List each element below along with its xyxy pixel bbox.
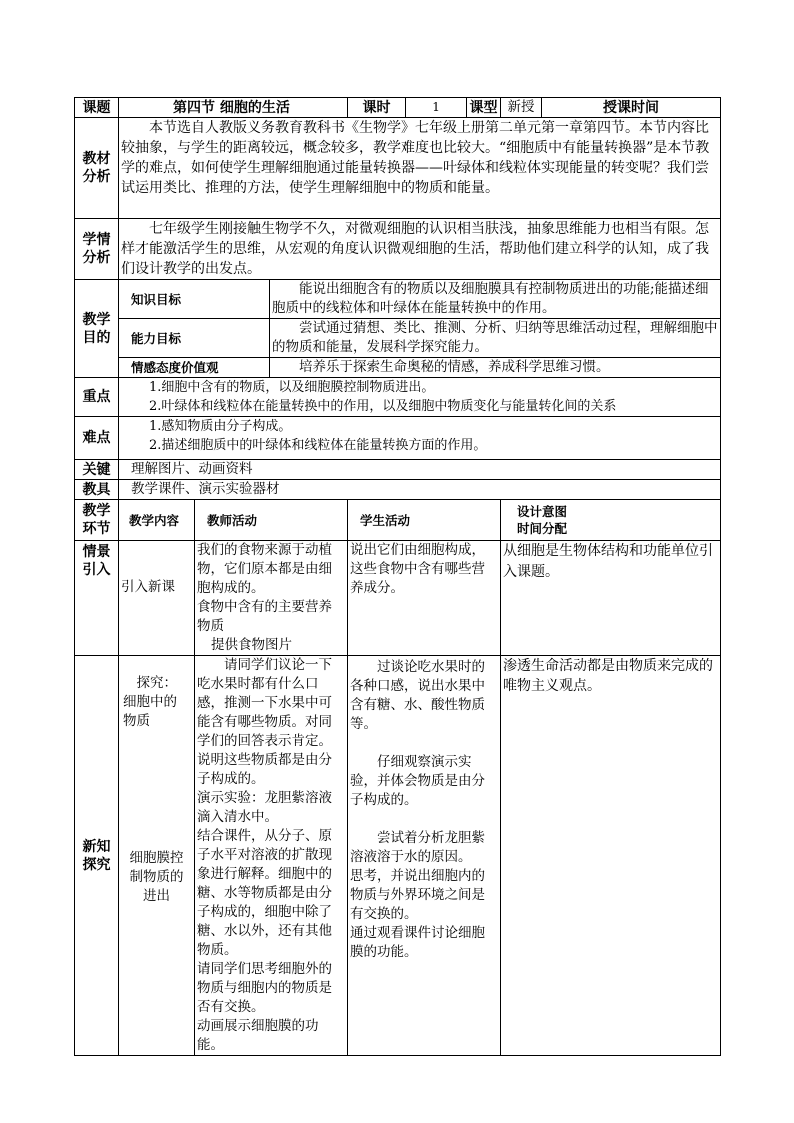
key-label: 关键 — [75, 460, 119, 480]
ability-text: 尝试通过猜想、类比、推测、分析、归纳等思维活动过程，理解细胞中的物质和能量，发展科学探究能力。 — [272, 320, 718, 355]
lesson-plan-table — [74, 97, 721, 1056]
emotion-label: 情感态度价值观 — [119, 358, 270, 378]
explore-teacher-text: 演示实验：龙胆紫溶液滴入清水中。 — [197, 790, 332, 825]
tools-row — [75, 480, 721, 500]
explore-stage: 新知探究 — [75, 656, 119, 1056]
material-row — [75, 118, 721, 219]
intro-student-cell — [348, 541, 501, 656]
explore-design-cell — [501, 656, 721, 1056]
material-label: 教材分析 — [75, 118, 119, 219]
difficulties-label: 难点 — [75, 417, 119, 460]
process-header-row — [75, 500, 721, 541]
header-row — [75, 98, 721, 118]
explore-student-text: 思考，并说出细胞内的物质与外界环境之间是有交换的。 — [350, 868, 485, 922]
goal-emotion-row — [75, 358, 721, 378]
intro-design-cell — [501, 541, 721, 656]
explore-content-text: 探究：细胞中的物质 — [123, 675, 177, 729]
tools-label: 教具 — [75, 480, 119, 500]
topic-label: 课题 — [75, 98, 119, 118]
emotion-text-cell — [270, 358, 721, 378]
key-points-row — [75, 378, 721, 417]
intro-content — [119, 541, 195, 656]
key-text: 理解图片、动画资料 — [119, 460, 721, 480]
time-header-line: 时间分配 — [517, 521, 568, 536]
students-text-cell — [119, 219, 721, 280]
explore-teacher-text: 动画展示细胞膜的功能。 — [197, 1018, 319, 1053]
students-label: 学情分析 — [75, 219, 119, 280]
intro-student-text: 说出它们由细胞构成，这些食物中含有哪些营养成分。 — [350, 542, 485, 596]
explore-student-text: 通过观看课件讨论细胞膜的功能。 — [350, 925, 485, 960]
hours-label: 课时 — [348, 98, 406, 118]
explore-student-text: 过谈论吃水果时的各种口感，说出水果中含有糖、水、酸性物质等。 — [350, 659, 485, 732]
teacher-header: 教师活动 — [195, 500, 348, 541]
explore-student-cell — [348, 656, 501, 1056]
intro-stage: 情景引入 — [75, 541, 119, 656]
difficulty-item: 1.感知物质由分子构成。 — [149, 419, 292, 434]
students-row — [75, 219, 721, 280]
explore-teacher-cell — [195, 656, 348, 1056]
knowledge-text-cell — [270, 280, 721, 319]
ability-label: 能力目标 — [119, 319, 270, 358]
key-points-label: 重点 — [75, 378, 119, 417]
time-label: 授课时间 — [542, 98, 721, 118]
type-value: 新授 — [501, 98, 542, 118]
explore-row — [75, 656, 721, 1056]
explore-teacher-text: 说明这些物质都是由分子构成的。 — [197, 752, 332, 787]
knowledge-label: 知识目标 — [119, 280, 270, 319]
explore-design-text: 渗透生命活动都是由物质来完成的唯物主义观点。 — [503, 658, 714, 694]
difficulty-item: 2.描述细胞质中的叶绿体和线粒体在能量转换方面的作用。 — [149, 438, 487, 453]
material-text-cell — [119, 118, 721, 219]
knowledge-text: 能说出细胞含有的物质以及细胞膜具有控制物质进出的功能;能描述细胞质中的线粒体和叶绿体在能量转换中的作用。 — [272, 281, 709, 316]
student-header: 学生活动 — [348, 500, 501, 541]
lesson-plan-document — [74, 97, 720, 1056]
explore-student-text: 仔细观察演示实验，并体会物质是由分子构成的。 — [350, 754, 485, 808]
content-header: 教学内容 — [119, 500, 195, 541]
intro-teacher-text: 提供食物图片 — [211, 637, 292, 653]
explore-teacher-text: 结合课件，从分子、原子水平对溶液的扩散现象进行解释。细胞中的糖、水等物质都是由分子构成的，细胞中除了糖、水以外，还有其他物质。 — [197, 828, 332, 958]
tools-text: 教学课件、演示实验器材 — [119, 480, 721, 500]
design-header-line: 设计意图 — [517, 504, 568, 519]
key-row — [75, 460, 721, 480]
explore-student-text: 尝试着分析龙胆紫溶液溶于水的原因。 — [350, 830, 485, 865]
goal-knowledge-row — [75, 280, 721, 319]
explore-teacher-text: 请同学们议论一下吃水果时都有什么口感，推测一下水果中可能含有哪些物质。对同学们的回答表示肯定。 — [197, 657, 332, 749]
hours-value: 1 — [406, 98, 467, 118]
stage-header: 教学环节 — [75, 500, 119, 541]
intro-teacher-text: 食物中含有的主要营养物质 — [197, 599, 332, 634]
topic-value: 第四节 细胞的生活 — [119, 98, 348, 118]
ability-text-cell — [270, 319, 721, 358]
explore-content-text: 细胞膜控制物质的进出 — [129, 850, 184, 904]
design-header — [501, 500, 721, 541]
difficulties-row — [75, 417, 721, 460]
intro-row — [75, 541, 721, 656]
goal-ability-row — [75, 319, 721, 358]
type-label: 课型 — [467, 98, 501, 118]
difficulties-cell — [119, 417, 721, 460]
key-point-item: 1.细胞中含有的物质，以及细胞膜控制物质进出。 — [149, 380, 435, 395]
intro-teacher-text: 我们的食物来源于动植物，它们原本都是由细胞构成的。 — [197, 542, 332, 596]
emotion-text: 培养乐于探索生命奥秘的情感，养成科学思维习惯。 — [299, 359, 610, 375]
intro-design-text: 从细胞是生物体结构和功能单位引入课题。 — [503, 543, 714, 580]
material-text: 本节选自人教版义务教育教科书《生物学》七年级上册第二单元第一章第四节。本节内容比较抽象，与学生的距离较远，概念较多，教学难度也比较大。“细胞质中有能量转换器”是本节教学的难点，如何使学生理解细胞通过能量转换器——叶绿体和线粒体实现能量的转变呢？我们尝试运用类比、推理的方法，使学生理解细胞中的物质和能量。 — [121, 120, 710, 196]
key-points-cell — [119, 378, 721, 417]
intro-teacher-cell — [195, 541, 348, 656]
explore-content-cell — [119, 656, 195, 1056]
goals-label: 教学目的 — [75, 280, 119, 378]
intro-content-text: 引入新课 — [121, 579, 175, 595]
key-point-item: 2.叶绿体和线粒体在能量转换中的作用，以及细胞中物质变化与能量转化间的关系 — [149, 399, 617, 414]
students-text: 七年级学生刚接触生物学不久，对微观细胞的认识相当肤浅，抽象思维能力也相当有限。怎样才能激活学生的思维，从宏观的角度认识微观细胞的生活，帮助他们建立科学的认知，成了我们设计教学的出发点。 — [121, 221, 709, 277]
explore-teacher-text: 请同学们思考细胞外的物质与细胞内的物质是否有交换。 — [197, 961, 332, 1015]
